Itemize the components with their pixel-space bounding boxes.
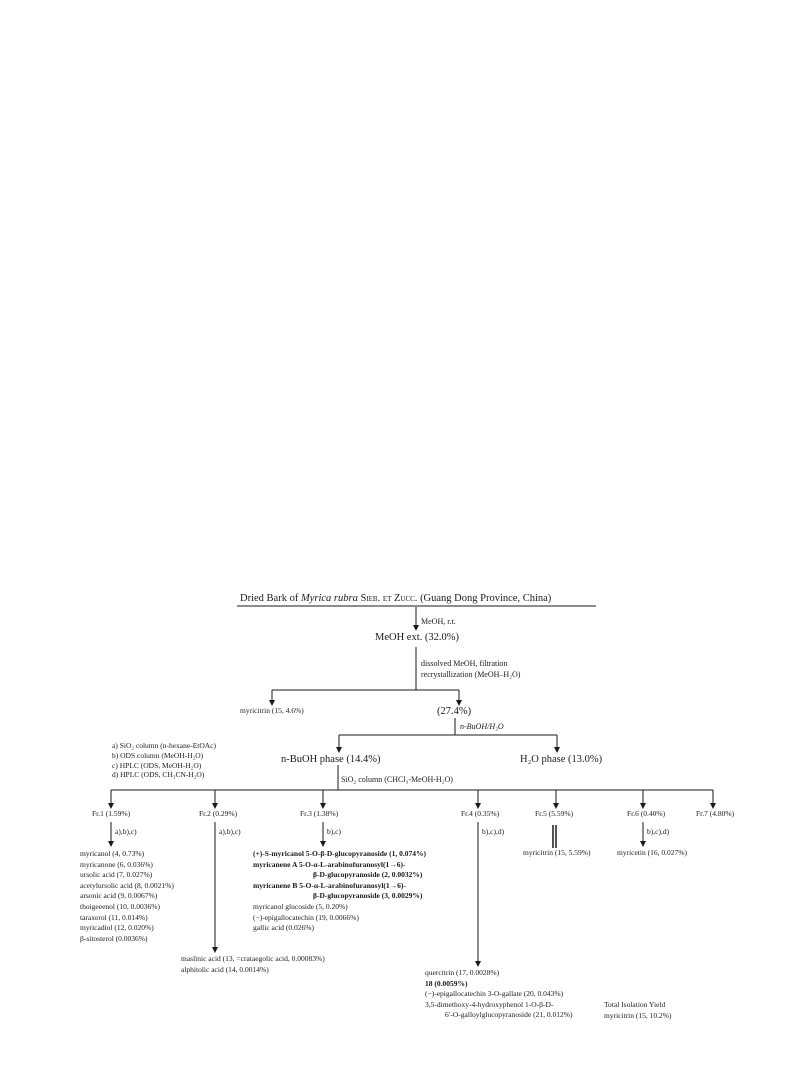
fraction-3: Fr.3 (1.38%) bbox=[300, 809, 339, 818]
source-authority: Sieb. et Zucc. bbox=[360, 593, 418, 604]
fraction-4: Fr.4 (0.35%) bbox=[461, 809, 500, 818]
source-title bbox=[240, 593, 551, 605]
method-c: c) HPLC (ODS, MeOH-H₂O) bbox=[112, 760, 202, 770]
step-partition: n-BuOH/H₂O bbox=[460, 722, 504, 731]
buoh-phase: n-BuOH phase (14.4%) bbox=[281, 754, 381, 765]
total-yield-value: myricitrin (15, 10.2%) bbox=[604, 1011, 672, 1020]
compound-9: arsonic acid (9, 0.0067%) bbox=[80, 891, 158, 901]
fr6-compound: myricetin (16, 0.027%) bbox=[617, 848, 687, 857]
h2o-phase: H₂O phase (13.0%) bbox=[520, 754, 603, 765]
fr2-methods: a),b),c) bbox=[219, 827, 241, 836]
compound-13: maslinic acid (13, =crataegolic acid, 0.00083%) bbox=[181, 954, 325, 963]
fr1-compound-list bbox=[80, 849, 174, 944]
fraction-6: Fr.6 (0.40%) bbox=[627, 809, 666, 818]
compound-8: acetylursolic acid (8, 0.0021%) bbox=[80, 880, 174, 890]
step-extraction: MeOH, r.t. bbox=[421, 617, 456, 626]
fr5-compound: myricitrin (15, 5.59%) bbox=[523, 848, 591, 857]
compound-6: myricanone (6, 0.036%) bbox=[80, 859, 153, 869]
fr4-methods: b),c),d) bbox=[482, 827, 505, 836]
method-a: a) SiO₂ column (n-hexane-EtOAc) bbox=[112, 741, 217, 750]
fraction-1: Fr.1 (1.59%) bbox=[92, 809, 131, 818]
method-d: d) HPLC (ODS, CH₃CN-H₂O) bbox=[112, 770, 205, 780]
source-origin: (Guang Dong Province, China) bbox=[420, 593, 552, 604]
mother-liquor: (27.4%) bbox=[437, 706, 472, 717]
myricitrin-top: myricitrin (15, 4.6%) bbox=[240, 706, 304, 715]
compound-5: myricanol glucoside (5, 0.20%) bbox=[253, 901, 348, 911]
compound-11: taraxerol (11, 0.014%) bbox=[80, 912, 148, 922]
total-yield-label: Total Isolation Yield bbox=[604, 1000, 666, 1009]
compound-19: (−)-epigallocatechin (19, 0.0066%) bbox=[253, 912, 359, 922]
compound-2-line-1: myricanene A 5-O-α-L-arabinofuranosyl(1→6)- bbox=[253, 859, 406, 869]
compound-4: myricanol (4, 0.73%) bbox=[80, 849, 145, 858]
fraction-7: Fr.7 (4.80%) bbox=[696, 809, 735, 818]
meoh-extract: MeOH ext. (32.0%) bbox=[375, 632, 459, 643]
fraction-5: Fr.5 (5.59%) bbox=[535, 809, 574, 818]
compound-3-line-2: β-D-glucopyranoside (3, 0.0029%) bbox=[313, 891, 423, 901]
compound-2-line-2: β-D-glucopyranoside (2, 0.0032%) bbox=[313, 870, 423, 880]
fr3-methods: b),c) bbox=[327, 827, 341, 836]
compound-1: (+)-S-myricanol 5-O-β-D-glucopyranoside (1, 0.074%) bbox=[253, 849, 426, 858]
method-b: b) ODS column (MeOH-H₂O) bbox=[112, 750, 204, 760]
step-column: SiO₂ column (CHCl₃-MeOH-H₂O) bbox=[341, 775, 453, 784]
step-recryst-1: dissolved MeOH, filtration bbox=[421, 659, 508, 668]
compound-3-line-1: myricanene B 5-O-α-L-arabinofuranosyl(1→6)- bbox=[253, 880, 406, 890]
compound-20: (−)-epigallocatechin 3-O-gallate (20, 0.043%) bbox=[425, 989, 564, 999]
compound-21-line-2: 6′-O-galloylglucopyranoside (21, 0.012%) bbox=[445, 1010, 573, 1020]
source-species: Myrica rubra bbox=[300, 593, 358, 604]
source-prefix: Dried Bark of bbox=[240, 593, 299, 604]
compound-sitosterol: β-sitosterol (0.0036%) bbox=[80, 933, 148, 943]
compound-21-line-1: 3,5-dimethoxy-4-hydroxyphenol 1-O-β-D- bbox=[425, 999, 554, 1009]
compound-12: myricadiol (12, 0.020%) bbox=[80, 923, 154, 933]
compound-gallic-acid: gallic acid (0.026%) bbox=[253, 923, 315, 933]
compound-7: ursolic acid (7, 0.027%) bbox=[80, 870, 153, 880]
fr6-methods: b),c),d) bbox=[647, 827, 670, 836]
compound-14: alphitolic acid (14, 0.0014%) bbox=[181, 964, 269, 974]
compound-10: thoigeeenol (10, 0.0036%) bbox=[80, 901, 160, 911]
fr1-methods: a),b),c) bbox=[115, 827, 137, 836]
compound-18: 18 (0.0059%) bbox=[425, 978, 468, 988]
fr3-compound-list bbox=[253, 849, 426, 934]
methods-legend bbox=[112, 741, 216, 780]
fr4-compound-list bbox=[425, 968, 572, 1021]
compound-17: quercitrin (17, 0.0028%) bbox=[425, 968, 500, 977]
fraction-2: Fr.2 (0.29%) bbox=[199, 809, 238, 818]
fr2-compound-list bbox=[181, 954, 325, 975]
step-recryst-2: recrystallization (MeOH–H₂O) bbox=[421, 670, 521, 679]
